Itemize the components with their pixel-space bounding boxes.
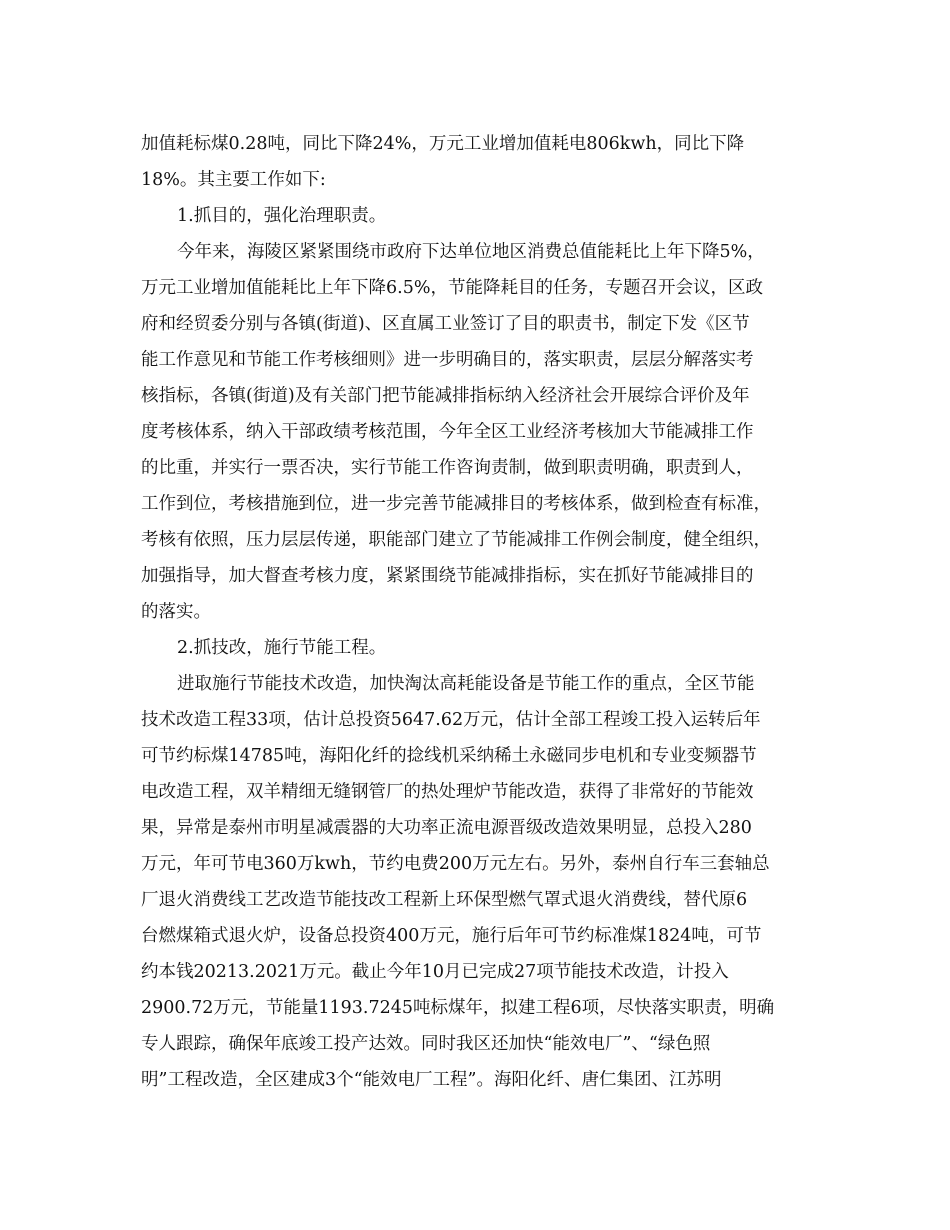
- text-line: 约本钱20213.2021万元。截止今年10月已完成27项节能技术改造，计投入: [141, 962, 729, 982]
- text-line: 府和经贸委分别与各镇(街道)、区直属工业签订了目的职责书，制定下发《区节: [141, 314, 750, 334]
- text-line: 果，异常是泰州市明星减震器的大功率正流电源晋级改造效果明显，总投入280: [141, 818, 752, 838]
- text-line: 考核有依照，压力层层传递，职能部门建立了节能减排工作例会制度，健全组织，: [141, 530, 771, 550]
- text-line: 18%。其主要工作如下:: [141, 170, 326, 190]
- text-line: 2900.72万元，节能量1193.7245吨标煤年，拟建工程6项，尽快落实职责，明确: [141, 998, 775, 1018]
- text-line: 工作到位，考核措施到位，进一步完善节能减排目的考核体系，做到检查有标准，: [141, 494, 771, 514]
- text-line: 厂退火消费线工艺改造节能技改工程新上环保型燃气罩式退火消费线，替代原6: [141, 890, 748, 910]
- text-line: 加强指导，加大督查考核力度，紧紧围绕节能减排指标，实在抓好节能减排目的: [141, 566, 754, 586]
- text-line: 的落实。: [141, 602, 211, 622]
- text-line: 能工作意见和节能工作考核细则》进一步明确目的，落实职责，层层分解落实考: [141, 350, 754, 370]
- section-heading: 2.抓技改，施行节能工程。: [177, 638, 387, 658]
- text-line: 核指标，各镇(街道)及有关部门把节能减排指标纳入经济社会开展综合评价及年: [141, 386, 750, 406]
- text-line: 进取施行节能技术改造，加快淘汰高耗能设备是节能工作的重点，全区节能: [177, 674, 755, 694]
- section-heading: 1.抓目的，强化治理职责。: [177, 206, 387, 226]
- text-line: 电改造工程，双羊精细无缝钢管厂的热处理炉节能改造，获得了非常好的节能效: [141, 782, 754, 802]
- text-line: 加值耗标煤0.28吨，同比下降24%，万元工业增加值耗电806kwh，同比下降: [141, 134, 745, 154]
- text-line: 台燃煤箱式退火炉，设备总投资400万元，施行后年可节约标准煤1824吨，可节: [141, 926, 762, 946]
- text-line: 专人跟踪，确保年底竣工投产达效。同时我区还加快“能效电厂”、“绿色照: [141, 1034, 711, 1054]
- text-line: 度考核体系，纳入干部政绩考核范围，今年全区工业经济考核加大节能减排工作: [141, 422, 754, 442]
- text-line: 万元工业增加值能耗比上年下降6.5%，节能降耗目的任务，专题召开会议，区政: [141, 278, 763, 298]
- text-line: 今年来，海陵区紧紧围绕市政府下达单位地区消费总值能耗比上年下降5%，: [177, 242, 765, 262]
- text-line: 的比重，并实行一票否决，实行节能工作咨询责制，做到职责明确，职责到人，: [141, 458, 754, 478]
- text-line: 万元，年可节电360万kwh，节约电费200万元左右。另外，泰州自行车三套轴总: [141, 854, 770, 874]
- text-line: 可节约标煤14785吨，海阳化纤的捻线机采纳稀土永磁同步电机和专业变频器节: [141, 746, 757, 766]
- text-line: 技术改造工程33项，估计总投资5647.62万元，估计全部工程竣工投入运转后年: [141, 710, 761, 730]
- text-line: 明”工程改造，全区建成3个“能效电厂工程”。海阳化纤、唐仁集团、江苏明: [141, 1070, 722, 1090]
